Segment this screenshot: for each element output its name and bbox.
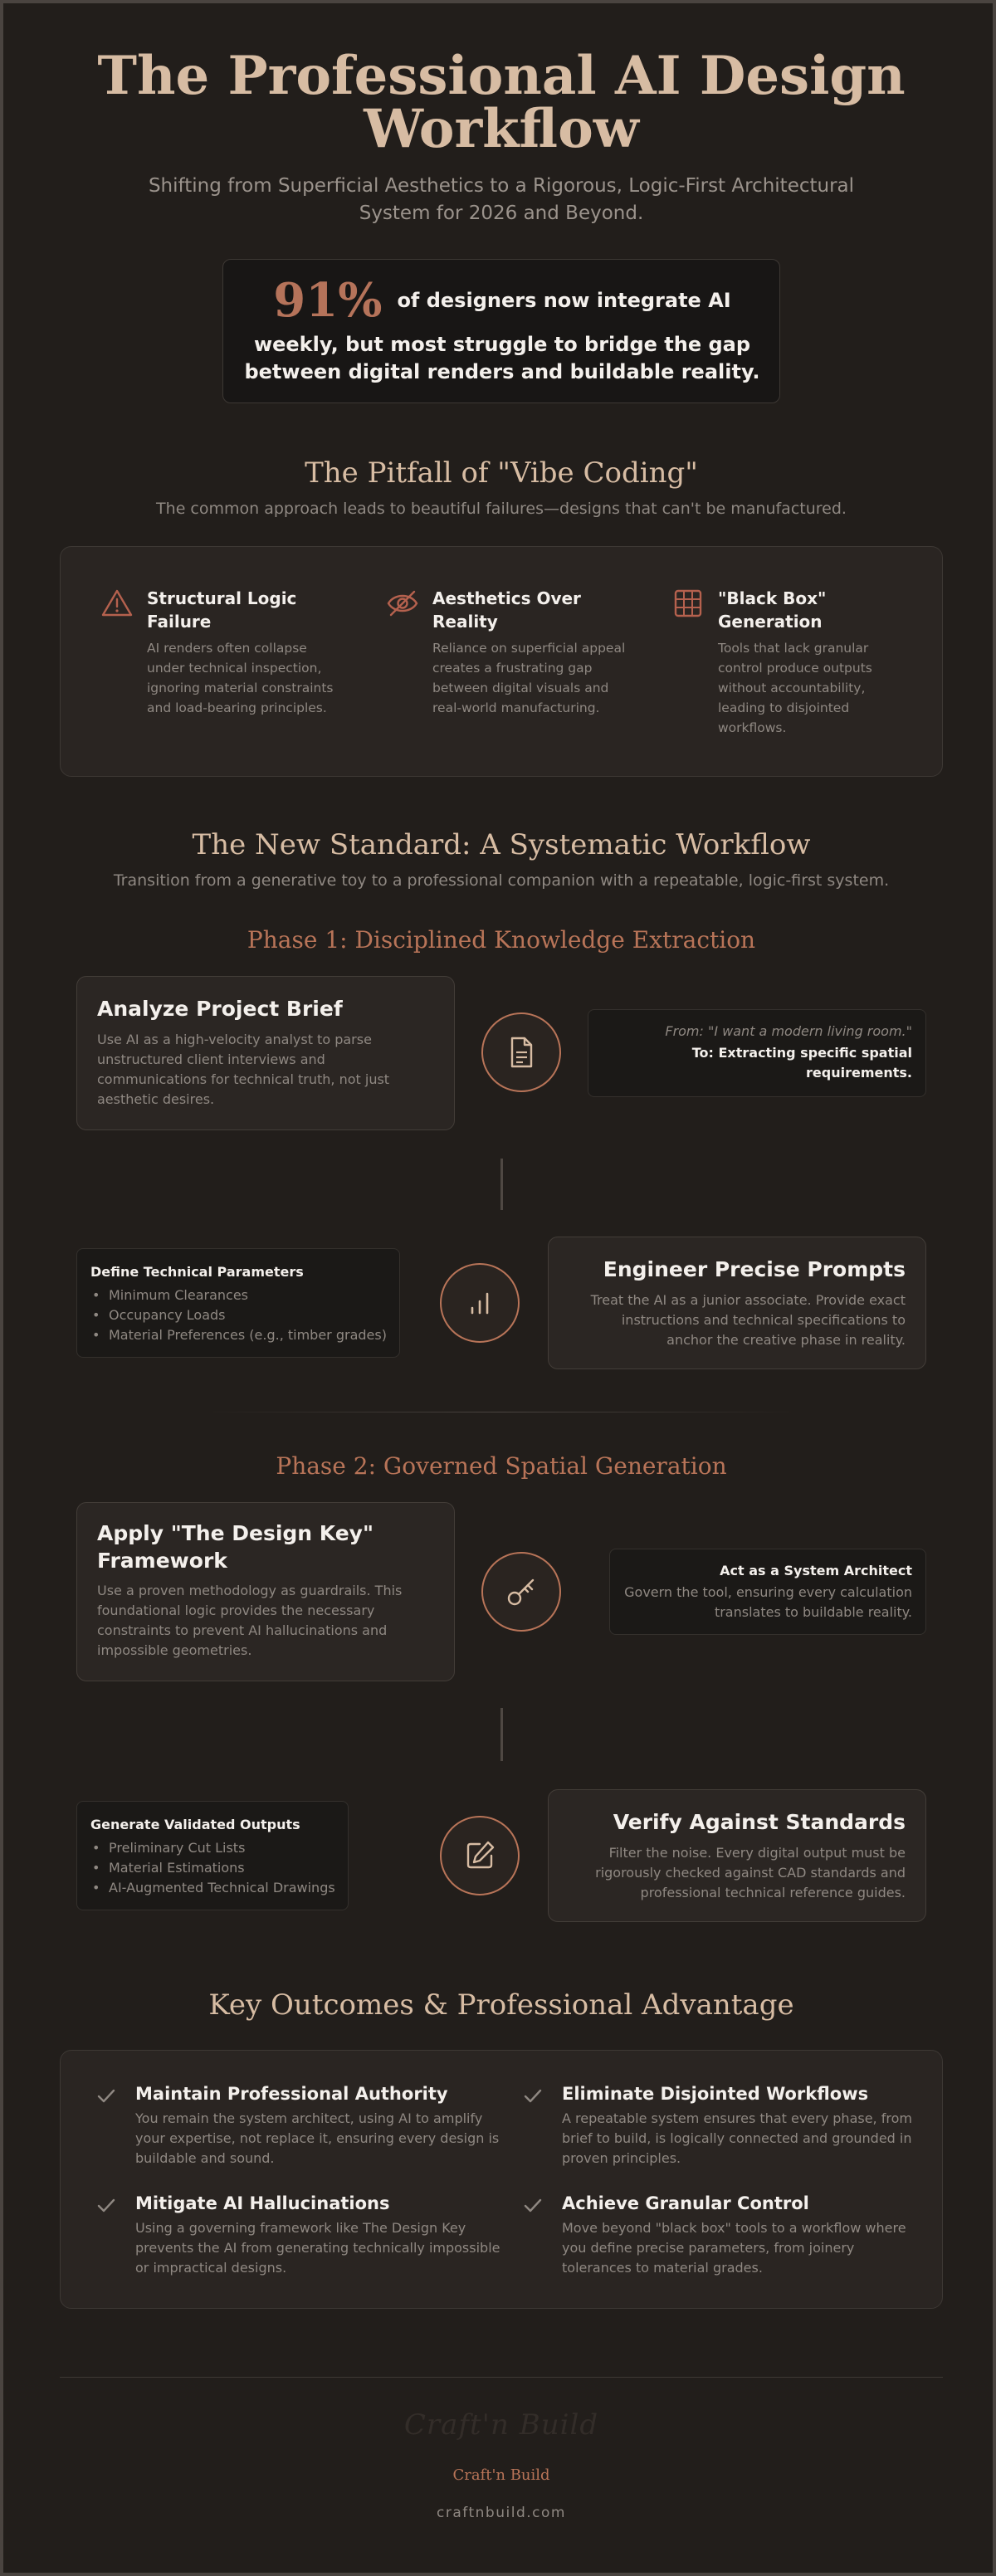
- phase2-architect-card: [609, 1549, 926, 1635]
- step-description: Use AI as a high-velocity analyst to parse unstructured client interviews and communications for technical truth, not just aesthetic desires.: [97, 1032, 390, 1107]
- phase1-step2-card: [548, 1237, 926, 1369]
- footer-url-link[interactable]: craftnbuild.com: [437, 2505, 566, 2521]
- pitfall-item-description: Tools that lack granular control produce outputs without accountability, leading to disjointed workflows.: [718, 641, 872, 735]
- pitfall-item-title: Aesthetics Over Reality: [432, 588, 581, 632]
- page-subtitle: Shifting from Superficial Aesthetics to a Rigorous, Logic-First Architectural System for 2026 and Beyond.: [148, 175, 855, 224]
- pitfall-panel: [60, 546, 943, 777]
- check-icon: [95, 2086, 117, 2107]
- stat-text-rest: weekly, but most struggle to bridge the gap between digital renders and buildable reality.: [244, 333, 760, 383]
- stat-value: 91%: [273, 273, 383, 328]
- step-title: Engineer Precise Prompts: [603, 1257, 906, 1281]
- pitfall-item-title: "Black Box" Generation: [718, 588, 827, 632]
- connector-line: [500, 1159, 503, 1210]
- quote-to: To: Extracting specific spatial requirements.: [691, 1045, 912, 1081]
- outcome-description: A repeatable system ensures that every phase, from brief to build, is logically connected and grounded in proven principles.: [562, 2110, 912, 2166]
- pitfall-item-description: Reliance on superficial appeal creates a frustrating gap between digital visuals and real-world manufacturing.: [432, 641, 626, 715]
- outputs-list: [90, 1838, 335, 1898]
- quote-from: From: "I want a modern living room.": [665, 1023, 912, 1039]
- pitfall-item-title: Structural Logic Failure: [147, 588, 297, 632]
- list-title: Generate Validated Outputs: [90, 1817, 300, 1832]
- phase2-step2-card: [548, 1789, 926, 1922]
- eye-off-icon: [386, 587, 419, 620]
- pitfall-title: The Pitfall of "Vibe Coding": [305, 456, 698, 490]
- phase2-outputs-card: [76, 1801, 349, 1910]
- phase1-quote-card: [588, 1009, 926, 1097]
- list-item: • AI-Augmented Technical Drawings: [90, 1878, 335, 1898]
- list-item: • Material Preferences (e.g., timber grades): [90, 1325, 387, 1345]
- outcomes-title: Key Outcomes & Professional Advantage: [208, 1988, 794, 2022]
- stat-card: [222, 259, 780, 403]
- step-description: Filter the noise. Every digital output must be rigorously checked against CAD standards and professional technical reference guides.: [595, 1845, 906, 1900]
- phase2-step2-icon-circle: [440, 1816, 520, 1895]
- footer-logo: Craft'n Build: [403, 2408, 599, 2442]
- step-description: Use a proven methodology as guardrails. This foundational logic provides the necessary constraints to prevent AI hallucinations and impossible geometries.: [97, 1583, 403, 1658]
- stat-text-line1: of designers now integrate AI: [397, 289, 731, 312]
- side-title: Act as a System Architect: [720, 1563, 912, 1578]
- list-item: • Occupancy Loads: [90, 1305, 387, 1325]
- phase1-step1-card: [76, 976, 455, 1130]
- connector-line: [500, 1708, 503, 1761]
- standard-title: The New Standard: A Systematic Workflow: [192, 828, 811, 861]
- outcome-title: Maintain Professional Authority: [135, 2084, 448, 2104]
- step-title: Apply "The Design Key" Framework: [97, 1521, 374, 1573]
- pitfall-subtitle: The common approach leads to beautiful failures—designs that can't be manufactured.: [156, 500, 847, 518]
- list-item: • Minimum Clearances: [90, 1286, 387, 1305]
- outcomes-panel: [60, 2050, 943, 2309]
- phase1-step2-icon-circle: [440, 1263, 520, 1343]
- side-text: Govern the tool, ensuring every calculation translates to buildable reality.: [624, 1584, 912, 1620]
- warning-triangle-icon: [100, 587, 134, 620]
- outcome-title: Achieve Granular Control: [562, 2193, 809, 2213]
- footer-divider: [60, 2377, 943, 2378]
- list-item: • Preliminary Cut Lists: [90, 1838, 335, 1858]
- check-icon: [522, 2086, 544, 2107]
- footer-brand: Craft'n Build: [452, 2466, 550, 2484]
- phase2-step1-icon-circle: [481, 1552, 561, 1632]
- outcome-title: Mitigate AI Hallucinations: [135, 2193, 390, 2213]
- outcome-description: You remain the system architect, using AI to amplify your expertise, not replace it, ensuring every design is buildable and sound.: [135, 2110, 500, 2166]
- check-icon: [95, 2195, 117, 2217]
- grid-icon: [671, 587, 705, 620]
- standard-subtitle: Transition from a generative toy to a professional companion with a repeatable, logic-first system.: [113, 871, 890, 890]
- outcome-title: Eliminate Disjointed Workflows: [562, 2084, 869, 2104]
- edit-icon: [461, 1837, 498, 1874]
- pitfall-item-description: AI renders often collapse under technical inspection, ignoring material constraints and load-bearing principles.: [147, 641, 334, 715]
- bar-chart-icon: [461, 1285, 498, 1321]
- phase1-params-card: [76, 1248, 400, 1358]
- page-title: The Professional AI Design Workflow: [97, 45, 906, 160]
- outcome-description: Move beyond "black box" tools to a workflow where you define precise parameters, from joinery tolerances to material grades.: [562, 2220, 906, 2276]
- phase2-step1-card: [76, 1502, 455, 1681]
- params-list: [90, 1286, 387, 1345]
- check-icon: [522, 2195, 544, 2217]
- step-description: Treat the AI as a junior associate. Provide exact instructions and technical specifications to anchor the creative phase in reality.: [590, 1292, 906, 1348]
- list-title: Define Technical Parameters: [90, 1264, 304, 1280]
- step-title: Analyze Project Brief: [97, 997, 343, 1021]
- step-title: Verify Against Standards: [613, 1810, 906, 1834]
- list-item: • Material Estimations: [90, 1858, 335, 1878]
- phase1-step1-icon-circle: [481, 1012, 561, 1092]
- document-icon: [503, 1034, 540, 1071]
- phase2-title: Phase 2: Governed Spatial Generation: [276, 1452, 727, 1480]
- key-icon: [503, 1573, 540, 1610]
- outcome-description: Using a governing framework like The Design Key prevents the AI from generating technically impossible or impractical designs.: [135, 2220, 500, 2276]
- phase1-title: Phase 1: Disciplined Knowledge Extraction: [247, 926, 756, 954]
